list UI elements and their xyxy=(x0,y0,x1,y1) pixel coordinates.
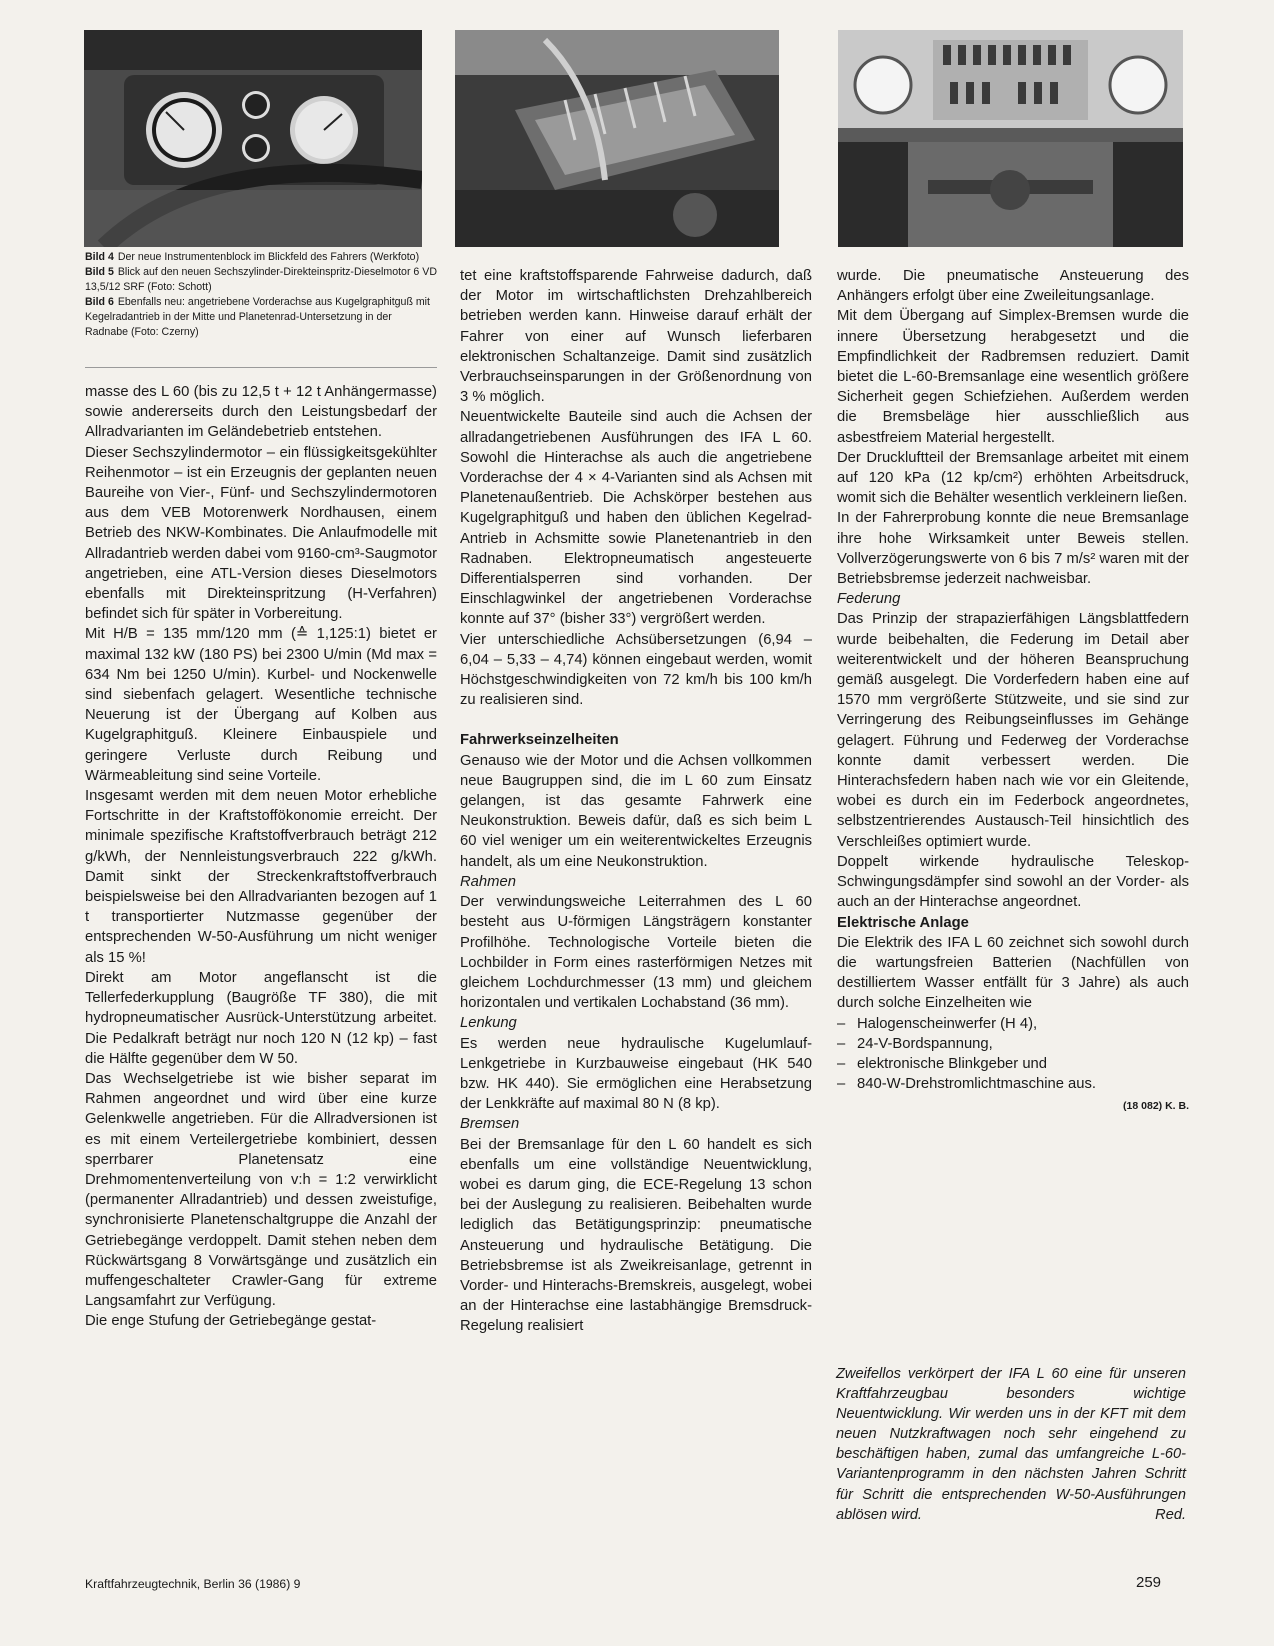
list-dash: – xyxy=(837,1076,846,1093)
subsection-heading: Lenkung xyxy=(460,1015,517,1032)
subsection-heading: Federung xyxy=(837,591,901,608)
caption-label: Bild 4 xyxy=(85,251,114,263)
paragraph: Insgesamt werden mit dem neuen Motor erhebliche Fortschritte in der Kraftstoffökonomie erreicht. Der minimale spezifische Kraftstoffverbrauch beträgt 212 g/kWh, der Nennleistungsverbrauch 222 g/kWh. Damit sinkt der Streckenkraftstoffverbrauch beispielsweise bei den Allradvarianten bezogen auf 1 t transportierter Nutzmasse gegenüber der entsprechenden W-50-Ausführung um nicht weniger als 15 %! xyxy=(85,788,437,966)
feature-list xyxy=(837,1014,1189,1095)
paragraph: Direkt am Motor angeflanscht ist die Tellerfederkupplung (Baugröße TF 380), die mit hydropneumatischer Ausrück-Unterstützung arbeitet. Die Pedalkraft beträgt nur noch 120 N (12 kp) – fast die Hälfte gegenüber dem W 50. xyxy=(85,969,437,1067)
section-heading: Fahrwerkseinzelheiten xyxy=(460,732,619,749)
caption-text: Blick auf den neuen Sechszylinder-Direkteinspritz-Dieselmotor 6 VD 13,5/12 SRF (Foto: Schott) xyxy=(85,265,437,293)
engine-photo xyxy=(455,30,779,247)
list-item xyxy=(837,1034,1189,1054)
list-item xyxy=(837,1014,1189,1034)
subsection-heading: Rahmen xyxy=(460,873,516,890)
paragraph: Genauso wie der Motor und die Achsen vollkommen neue Baugruppen sind, die im L 60 zum Einsatz gelangen, ist das gesamte Fahrwerk eine Neukonstruktion. Beweis dafür, daß es sich beim L 60 viel weniger um ein weiterentwickeltes Erzeugnis handelt, als um eine Neukonstruktion. xyxy=(460,752,812,870)
list-dash: – xyxy=(837,1055,846,1072)
list-item xyxy=(837,1074,1189,1094)
caption-text: Ebenfalls neu: angetriebene Vorderachse aus Kugelgraphitguß mit Kegelradantrieb in der Mitte und Planetenrad-Untersetzung in der Radnabe (Foto: Czerny) xyxy=(85,295,430,338)
caption-bild-6 xyxy=(85,295,437,340)
paragraph: Mit dem Übergang auf Simplex-Bremsen wurde die innere Übersetzung herabgesetzt und die Empfindlichkeit der Radbremsen reduziert. Damit bietet die L-60-Bremsanlage eine wesentlich größere Sicherheit gegen Schiefziehen. Außerdem werden die Bremsbeläge hier ausschließlich aus asbestfreiem Material hergestellt. xyxy=(837,308,1189,446)
page-number: 259 xyxy=(1136,1574,1162,1591)
paragraph: Dieser Sechszylindermotor – ein flüssigkeitsgekühlter Reihenmotor – ist ein Erzeugnis der geplanten neuen Baureihe von Vier-, Fünf- und Sechszylindermotoren aus dem VEB Motorenwerk Nordhausen, einem Betrieb des NKW-Kombinates. Die Anlaufmodelle mit Allradantrieb werden dabei vom 9160-cm³-Saugmotor angetrieben, eine ATL-Version dieses Dieselmotors ebenfalls mit Direkteinspritzung (H-Verfahren) befindet sich für später in Vorbereitung. xyxy=(85,444,438,623)
summary-text: Zweifellos verkörpert der IFA L 60 eine für unseren Kraftfahrzeugbau besonders wichtige Neuentwicklung. Wir werden uns in der KFT mit dem neuen Nutzkraftwagen noch sehr eingehend zu beschäftigen haben, zumal das umfangreiche L-60-Variantenprogramm in den nächsten Jahren Schritt für Schritt die entsprechenden W-50-Ausführungen ablösen wird. xyxy=(836,1366,1186,1523)
list-dash: – xyxy=(837,1015,846,1032)
article-reference: (18 082) K. B. xyxy=(1123,1100,1189,1113)
section-heading: Elektrische Anlage xyxy=(837,914,969,931)
caption-bild-5 xyxy=(85,265,437,295)
paragraph: Die Elektrik des IFA L 60 zeichnet sich sowohl durch die wartungsfreien Batterien (Nachfüllen von destilliertem Wasser entfällt für 3 Jahre) als auch durch solche Einzelheiten wie xyxy=(837,934,1189,1012)
paragraph: Vier unterschiedliche Achsübersetzungen (6,94 – 6,04 – 5,33 – 4,74) können eingebaut werden, womit Höchstgeschwindigkeiten von 72 km/h bis 100 km/h zu realisieren sind. xyxy=(460,631,812,709)
paragraph: In der Fahrerprobung konnte die neue Bremsanlage ihre hohe Wirksamkeit unter Beweis stellen. Vollverzögerungswerte von 6 bis 7 m/s² waren mit der Betriebsbremse jederzeit nachweisbar. xyxy=(837,510,1189,588)
list-item-text: 840-W-Drehstromlichtmaschine aus. xyxy=(857,1076,1097,1093)
caption-label: Bild 5 xyxy=(85,265,114,278)
paragraph: Bei der Bremsanlage für den L 60 handelt es sich ebenfalls um eine vollständige Neuentwicklung, wobei es darum ging, die ECE-Regelung 13 schon bei der Auslegung zu realisieren. Beibehalten wurde lediglich das Betätigungsprinzip: pneumatische Ansteuerung und hydraulische Betätigung. Die Betriebsbremse ist als Zweikreisanlage, getrennt in Vorder- und Hinterachs-Bremskreis, ausgelegt, wobei an der Hinterachse eine lastabhängige Bremsdruck-Regelung realisiert xyxy=(460,1136,812,1335)
paragraph: masse des L 60 (bis zu 12,5 t + 12 t Anhängermasse) sowie andererseits durch den Leistungsbedarf der Allradvarianten im Geländebetrieb entstehen. xyxy=(85,384,437,441)
paragraph: tet eine kraftstoffsparende Fahrweise dadurch, daß der Motor im wirtschaftlichsten Drehzahlbereich betrieben werden kann. Hinweise darauf erhält der Fahrer von einer auf Wunsch lieferbaren elektronischen Schaltanzeige. Damit sind zusätzlich Verbrauchseinsparungen in der Größenordnung von 3 % möglich. xyxy=(460,268,812,406)
paragraph: Doppelt wirkende hydraulische Teleskop-Schwingungsdämpfer sind sowohl an der Vorder- als auch an der Hinterachse angeordnet. xyxy=(837,853,1189,911)
summary-signature: Red. xyxy=(1155,1506,1186,1523)
paragraph: Die enge Stufung der Getriebegänge gestat- xyxy=(85,1313,377,1330)
journal-citation: Kraftfahrzeugtechnik, Berlin 36 (1986) 9 xyxy=(85,1577,301,1591)
editorial-summary xyxy=(836,1364,1186,1525)
caption-text: Der neue Instrumentenblock im Blickfeld des Fahrers (Werkfoto) xyxy=(117,251,420,263)
list-item-text: Halogenscheinwerfer (H 4), xyxy=(857,1015,1038,1032)
text-column-2 xyxy=(460,266,812,1337)
paragraph: Neuentwickelte Bauteile sind auch die Achsen der allradangetriebenen Ausführungen des IFA L 60. Sowohl die Hinterachse als auch die angetriebene Vorderachse der 4 × 4-Varianten sind als Achsen mit Planetenaußentrieb. Die Achskörper bestehen aus Kugelgraphitguß und haben den üblichen Kegelrad-Antrieb in Achsmitte sowie Planetenantrieb in den Radnaben. Elektropneumatisch angesteuerte Differentialsperren sind vorhanden. Der Einschlagwinkel der angetriebenen Vorderachse konnte auf 37° (bisher 33°) vergrößert werden. xyxy=(460,409,812,628)
front-axle-photo xyxy=(838,30,1183,247)
paragraph: Der verwindungsweiche Leiterrahmen des L 60 besteht aus U-förmigen Längsträgern konstanter Profilhöhe. Technologische Vorteile bieten die Lochbilder in Form eines rasterförmigen Netzes mit gleichem Lochdurchmesser (13 mm) und gleichem horizontalen und vertikalen Lochabstand (36 mm). xyxy=(460,894,812,1012)
caption-bild-4 xyxy=(85,250,437,265)
list-item xyxy=(837,1054,1189,1074)
paragraph: wurde. Die pneumatische Ansteuerung des Anhängers erfolgt über eine Zweileitungsanlage. xyxy=(837,268,1189,305)
list-dash: – xyxy=(837,1035,846,1052)
caption-label: Bild 6 xyxy=(85,295,114,308)
paragraph: Es werden neue hydraulische Kugelumlauf-Lenkgetriebe in Kurzbauweise eingebaut (HK 540 bzw. HK 440). Sie ermöglichen eine Herabsetzung der Lenkkräfte auf maximal 80 N (8 kp). xyxy=(460,1035,812,1113)
caption-divider xyxy=(85,367,437,368)
paragraph: Das Prinzip der strapazierfähigen Längsblattfedern wurde beibehalten, die Federung im Detail aber weiterentwickelt und der höheren Beanspruchung gemäß ausgelegt. Die Vorderfedern haben eine auf 1570 mm vergrößerte Stützweite, und sie sind zur Verringerung des Reibungseinflusses im Gehänge gelagert. Führung und Federweg der Vorderachse konnte damit verbessert werden. Die Hinterachsfedern haben nach wie vor ein Gleitende, wobei es durch ein im Federbock angeordnetes, selbstzentrierendes Austausch-Teil hinsichtlich des Verschleißes optimiert wurde. xyxy=(837,611,1189,850)
list-item-text: elektronische Blinkgeber und xyxy=(857,1055,1048,1072)
list-item-text: 24-V-Bordspannung, xyxy=(857,1035,993,1052)
figure-captions xyxy=(85,250,437,339)
paragraph: Mit H/B = 135 mm/120 mm (≙ 1,125:1) bietet er maximal 132 kW (180 PS) bei 2300 U/min (Md max = 634 Nm bei 1250 U/min). Kurbel- und Nockenwelle sind siebenfach gelagert. Wesentliche technische Neuerung ist der Übergang auf Kolben aus Kugelgraphitguß. Kleinere Einbauspiele und geringere Verluste durch Reibung und Wärmeableitung sind seine Vorteile. xyxy=(85,626,437,784)
dashboard-photo xyxy=(84,30,422,247)
spacer xyxy=(460,710,812,730)
subsection-heading: Bremsen xyxy=(460,1116,520,1133)
paragraph: Das Wechselgetriebe ist wie bisher separat im Rahmen angeordnet und wird über eine kurze Gelenkwelle angetrieben. Für die Allradversionen ist es mit einem Verteilergetriebe kombiniert, dessen sperrbarer Planetensatz eine Drehmomentenverteilung von v:h = 1:2 verwirklicht (permanenter Allradantrieb) und dessen zweistufige, synchronisierte Planetenschaltgruppe die Anzahl der Getriebegänge verdoppelt. Damit stehen neben dem Rückwärtsgang 8 Vorwärtsgänge und zusätzlich ein muffengeschalteter Crawler-Gang für extreme Langsamfahrt zur Verfügung. xyxy=(85,1070,437,1310)
text-column-3 xyxy=(837,266,1189,1117)
paragraph: Der Druckluftteil der Bremsanlage arbeitet mit einem auf 120 kPa (12 kp/cm²) erhöhten Arbeitsdruck, womit sich die Behälter wesentlich verkleinern ließen. xyxy=(837,449,1189,507)
text-column-1 xyxy=(85,382,437,1332)
